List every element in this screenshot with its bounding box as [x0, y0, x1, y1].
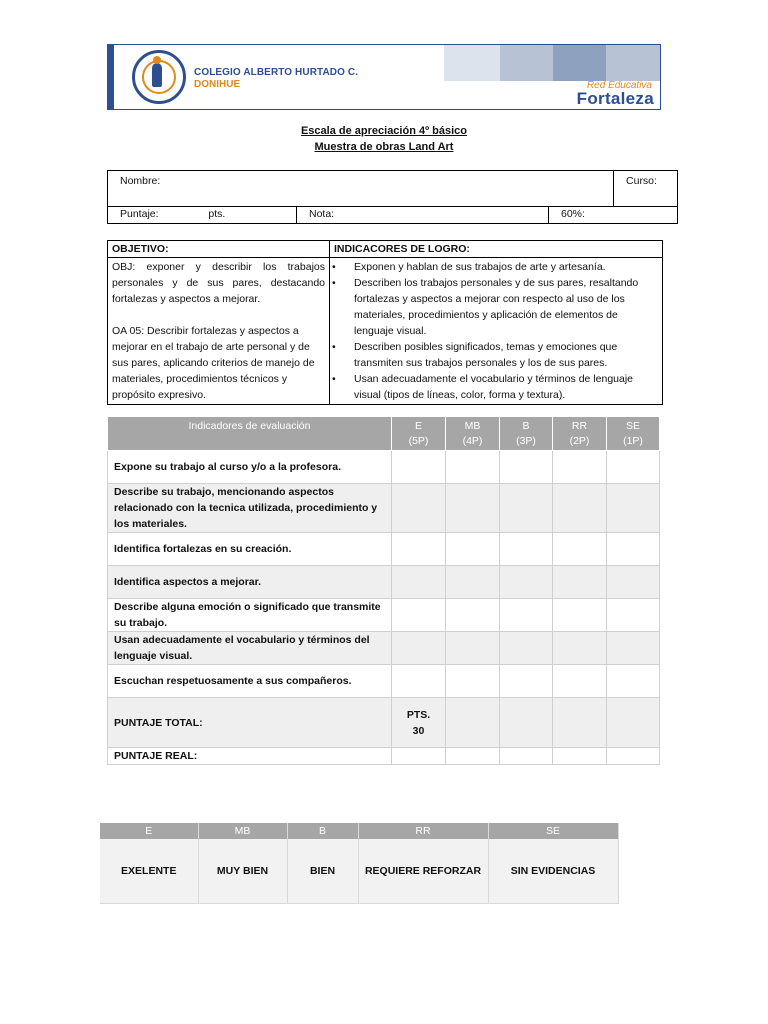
real-score-label: PUNTAJE REAL:	[108, 748, 392, 765]
score-cell[interactable]	[553, 632, 607, 665]
score-cell[interactable]	[553, 748, 607, 765]
score-cell[interactable]	[500, 599, 553, 632]
document-title: Escala de apreciación 4º básico	[300, 125, 468, 137]
course-label: Curso:	[626, 175, 657, 187]
indicator-item: • Describen los trabajos personales y de sus pares, resaltando fortalezas y aspectos a mejorar con respecto al uso de los materiales, procedimientos y aplicación de elementos de lenguaje visual.	[332, 275, 658, 339]
score-cell[interactable]	[553, 698, 607, 748]
banner-accent-bar	[108, 45, 114, 109]
legend-code: E	[100, 823, 198, 839]
score-cell[interactable]	[446, 566, 500, 599]
indicator-item: • Describen posibles significados, temas y emociones que transmiten sus trabajos personales y los de sus pares.	[332, 339, 658, 371]
legend-code: MB	[198, 823, 287, 839]
score-cell[interactable]	[553, 484, 607, 533]
percent-field[interactable]	[549, 207, 678, 224]
course-field[interactable]	[614, 171, 678, 207]
criterion-row-label: Identifica aspectos a mejorar.	[108, 566, 392, 599]
total-points-cell	[392, 698, 446, 748]
network-label: Red Educativa	[586, 80, 652, 91]
criterion-row-label: Describe alguna emoción o significado que transmite su trabajo.	[108, 599, 392, 632]
score-cell[interactable]	[500, 698, 553, 748]
score-cell[interactable]	[392, 632, 446, 665]
level-header-b: B (3P)	[500, 417, 553, 451]
legend-code: SE	[488, 823, 618, 839]
score-cell[interactable]	[553, 451, 607, 484]
objective-header: OBJETIVO:	[108, 241, 330, 258]
score-cell[interactable]	[553, 566, 607, 599]
legend-meaning: EXELENTE	[100, 839, 198, 903]
school-location: DONIHUE	[194, 79, 241, 90]
score-field[interactable]	[108, 207, 297, 224]
score-cell[interactable]	[500, 665, 553, 698]
score-cell[interactable]	[392, 451, 446, 484]
score-cell[interactable]	[607, 599, 660, 632]
grading-legend-table	[100, 823, 619, 904]
score-cell[interactable]	[392, 748, 446, 765]
score-cell[interactable]	[446, 698, 500, 748]
school-header-banner	[107, 44, 661, 110]
criterion-row-label: Usan adecuadamente el vocabulario y términos del lenguaje visual.	[108, 632, 392, 665]
legend-code: RR	[358, 823, 488, 839]
score-cell[interactable]	[607, 665, 660, 698]
score-cell[interactable]	[446, 451, 500, 484]
score-cell[interactable]	[607, 698, 660, 748]
grade-label: Nota:	[309, 208, 335, 220]
criterion-row-label: Describe su trabajo, mencionando aspectos relacionado con la tecnica utilizada, procedimiento y los materiales.	[108, 484, 392, 533]
student-info-table	[107, 170, 678, 224]
score-cell[interactable]	[392, 599, 446, 632]
indicators-header: INDICACORES DE LOGRO:	[330, 241, 663, 258]
score-cell[interactable]	[500, 748, 553, 765]
score-cell[interactable]	[446, 533, 500, 566]
network-logo-text: Fortaleza	[576, 89, 654, 108]
score-cell[interactable]	[607, 533, 660, 566]
criterion-row-label: Escuchan respetuosamente a sus compañeros.	[108, 665, 392, 698]
score-cell[interactable]	[500, 632, 553, 665]
level-header-mb: MB (4P)	[446, 417, 500, 451]
obj-text: OBJ: exponer y describir los trabajos personales y de sus pares, destacando fortalezas y aspectos a mejorar.	[112, 261, 325, 305]
score-cell[interactable]	[392, 566, 446, 599]
indicators-list	[332, 259, 658, 403]
level-header-e: E (5P)	[392, 417, 446, 451]
objective-text-cell	[108, 258, 330, 405]
score-cell[interactable]	[553, 533, 607, 566]
score-cell[interactable]	[553, 665, 607, 698]
name-field[interactable]	[108, 171, 614, 207]
school-seal-icon	[132, 50, 186, 104]
score-cell[interactable]	[392, 533, 446, 566]
objectives-table	[107, 240, 663, 405]
score-cell[interactable]	[446, 748, 500, 765]
score-cell[interactable]	[500, 451, 553, 484]
oa-text: OA 05: Describir fortalezas y aspectos a mejorar en el trabajo de arte personal y de sus pares, aplicando criterios de manejo de materiales, procedimientos técnicos y propósito expresivo.	[112, 325, 315, 401]
decorative-color-blocks	[444, 45, 661, 81]
criterion-row-label: Expone su trabajo al curso y/o a la profesora.	[108, 451, 392, 484]
legend-meaning: MUY BIEN	[198, 839, 287, 903]
score-cell[interactable]	[392, 665, 446, 698]
score-cell[interactable]	[446, 665, 500, 698]
legend-meaning: SIN EVIDENCIAS	[488, 839, 618, 903]
score-cell[interactable]	[607, 748, 660, 765]
percent-label: 60%:	[561, 208, 585, 220]
score-cell[interactable]	[446, 632, 500, 665]
criterion-row-label: Identifica fortalezas en su creación.	[108, 533, 392, 566]
legend-code: B	[287, 823, 358, 839]
name-label: Nombre:	[120, 175, 161, 187]
school-name: COLEGIO ALBERTO HURTADO C.	[194, 67, 359, 78]
total-points-value: 30	[412, 724, 425, 737]
evaluation-rubric-table	[107, 416, 660, 765]
score-cell[interactable]	[553, 599, 607, 632]
score-cell[interactable]	[607, 451, 660, 484]
score-label: Puntaje:	[120, 208, 159, 220]
score-cell[interactable]	[607, 484, 660, 533]
level-header-rr: RR (2P)	[553, 417, 607, 451]
indicators-cell	[330, 258, 663, 405]
indicator-item: • Usan adecuadamente el vocabulario y términos de lenguaje visual (tipos de líneas, color, forma y textura).	[332, 371, 658, 403]
document-subtitle: Muestra de obras Land Art	[314, 141, 454, 153]
grade-field[interactable]	[297, 207, 549, 224]
legend-meaning: REQUIERE REFORZAR	[358, 839, 488, 903]
indicator-item: • Exponen y hablan de sus trabajos de arte y artesanía.	[332, 259, 658, 275]
score-cell[interactable]	[500, 566, 553, 599]
score-cell[interactable]	[607, 566, 660, 599]
score-cell[interactable]	[392, 484, 446, 533]
total-score-label: PUNTAJE TOTAL:	[108, 698, 392, 748]
score-cell[interactable]	[446, 599, 500, 632]
total-points-label: PTS.	[406, 708, 431, 721]
score-cell[interactable]	[446, 484, 500, 533]
score-cell[interactable]	[500, 484, 553, 533]
score-unit: pts.	[208, 208, 226, 220]
level-header-se: SE (1P)	[607, 417, 660, 451]
score-cell[interactable]	[607, 632, 660, 665]
legend-meaning: BIEN	[287, 839, 358, 903]
score-cell[interactable]	[500, 533, 553, 566]
rubric-header-criteria: Indicadores de evaluación	[108, 417, 392, 451]
